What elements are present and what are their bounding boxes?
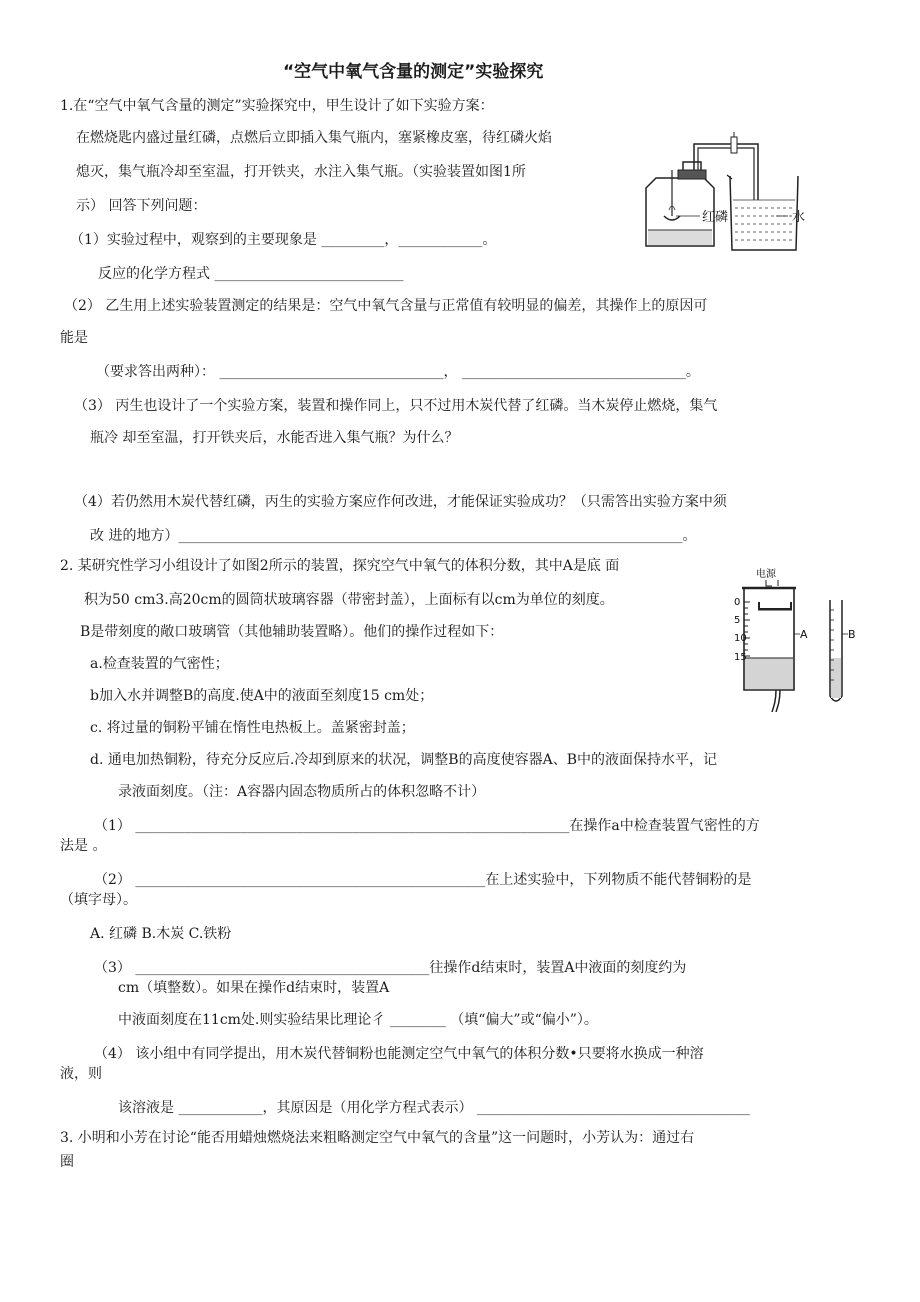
q2-step-d-line1: d. 通电加热铜粉，待充分反应后.冷却到原来的状况，调整B的高度使容器A、B中的液面保持水平，记 <box>90 752 717 768</box>
q3-line2: 圈 <box>60 1154 74 1170</box>
q2-step-d-line2: 录液面刻度。（注：A容器内固态物质所占的体积忽略不计） <box>118 784 486 800</box>
q1-intro: 1.在“空气中氧气含量的测定”实验探究中，甲生设计了如下实验方案： <box>60 98 494 114</box>
q3-line1: 3. 小明和小芳在讨论“能否用蜡烛燃烧法来粗略测定空气中氧气的含量”这一问题时，小芳认为：通过右 <box>60 1130 695 1146</box>
q1-part3-line2: 瓶冷 却至室温，打开铁夹后，水能否进入集气瓶？为什么？ <box>90 430 459 446</box>
figure-2-apparatus <box>734 566 864 712</box>
q2-part4-line2: 液，则 <box>60 1066 102 1082</box>
label-power-supply: 电源 <box>756 569 776 580</box>
q2-part4-line3: 该溶液是 ____________，其原因是（用化学方程式表示） _______________________________________ <box>118 1100 750 1116</box>
q2-step-c: c. 将过量的铜粉平铺在惰性电热板上。盖紧密封盖； <box>90 720 415 736</box>
q1-desc-line1: 在燃烧匙内盛过量红磷，点燃后立即插入集气瓶内，塞紧橡皮塞，待红磷火焰 <box>76 130 552 146</box>
q1-part1-line2: 反应的化学方程式 ___________________________ <box>98 266 404 282</box>
label-water: 水 <box>792 210 806 225</box>
q2-part2-line1: （2） __________________________________________________在上述实验中，下列物质不能代替铜粉的是 <box>94 872 752 888</box>
q2-intro-line3: B是带刻度的敞口玻璃管（其他辅助装置略）。他们的操作过程如下： <box>80 624 504 640</box>
scale-label-15: 15 <box>734 652 747 663</box>
q2-step-b: b加入水并调整B的高度.使A中的液面至刻度15 cm处； <box>90 688 434 704</box>
q2-part3-line3: 中液面刻度在11cm处.则实验结果比理论彳 ________ （填“偏大”或“偏小”）。 <box>118 1012 598 1028</box>
label-tube-B: B <box>848 628 856 641</box>
q2-intro-line2: 积为50 cm3.高20cm的圆筒状玻璃容器（带密封盖），上面标有以cm为单位的刻度。 <box>84 592 614 608</box>
page-title: “空气中氧气含量的测定”实验探究 <box>283 62 544 82</box>
q2-part2-line2: （填字母）。 <box>60 892 137 908</box>
figure-1-apparatus <box>636 130 818 256</box>
label-container-A: A <box>800 628 808 641</box>
q2-part4-line1: （4） 该小组中有同学提出，用木炭代替铜粉也能测定空气中氧气的体积分数•只要将水换成一种溶 <box>94 1046 704 1062</box>
q2-part3-line1: （3） __________________________________________往操作d结束时，装置A中液面的刻度约为 <box>94 960 687 976</box>
q1-desc-line3: 示） 回答下列问题： <box>76 198 207 214</box>
q1-part1-line1: （1）实验过程中，观察到的主要现象是 _________，____________。 <box>70 232 497 248</box>
q2-part3-line2: cm（填整数）。如果在操作d结束时，装置A <box>118 980 390 996</box>
q2-intro-line1: 2. 某研究性学习小组设计了如图2所示的装置，探究空气中氧气的体积分数，其中A是底 面 <box>60 558 620 574</box>
q2-part2-options: A. 红磷 B.木炭 C.铁粉 <box>90 926 232 942</box>
q2-part1-line2: 法是 。 <box>60 838 107 854</box>
q2-step-a: a.检查装置的气密性； <box>90 656 229 672</box>
scale-label-5: 5 <box>734 615 741 626</box>
q1-part3-line1: （3） 丙生也设计了一个实验方案，装置和操作同上，只不过用木炭代替了红磷。当木炭停止燃烧，集气 <box>74 398 718 414</box>
label-red-phosphorus: 红磷 <box>702 210 729 225</box>
q1-part4-line2: 改 进的地方）________________________________________________________________________。 <box>90 528 697 544</box>
q2-part1-line1: （1） ______________________________________________________________在操作a中检查装置气密性的方 <box>94 818 760 834</box>
q1-part2-line2: 能是 <box>60 330 88 346</box>
scale-label-10: 10 <box>734 633 747 644</box>
scale-label-0: 0 <box>734 597 741 608</box>
q1-part2-line3: （要求答出两种）： ________________________________， ________________________________。 <box>96 364 700 380</box>
q1-part2-line1: （2） 乙生用上述实验装置测定的结果是：空气中氧气含量与正常值有较明显的偏差，其操作上的原因可 <box>64 298 708 314</box>
q1-desc-line2: 熄灭，集气瓶冷却至室温，打开铁夹，水注入集气瓶。（实验装置如图1所 <box>76 164 526 180</box>
q1-part4-line1: （4）若仍然用木炭代替红磷，丙生的实验方案应作何改进，才能保证实验成功？（只需答出实验方案中须 <box>74 494 727 510</box>
